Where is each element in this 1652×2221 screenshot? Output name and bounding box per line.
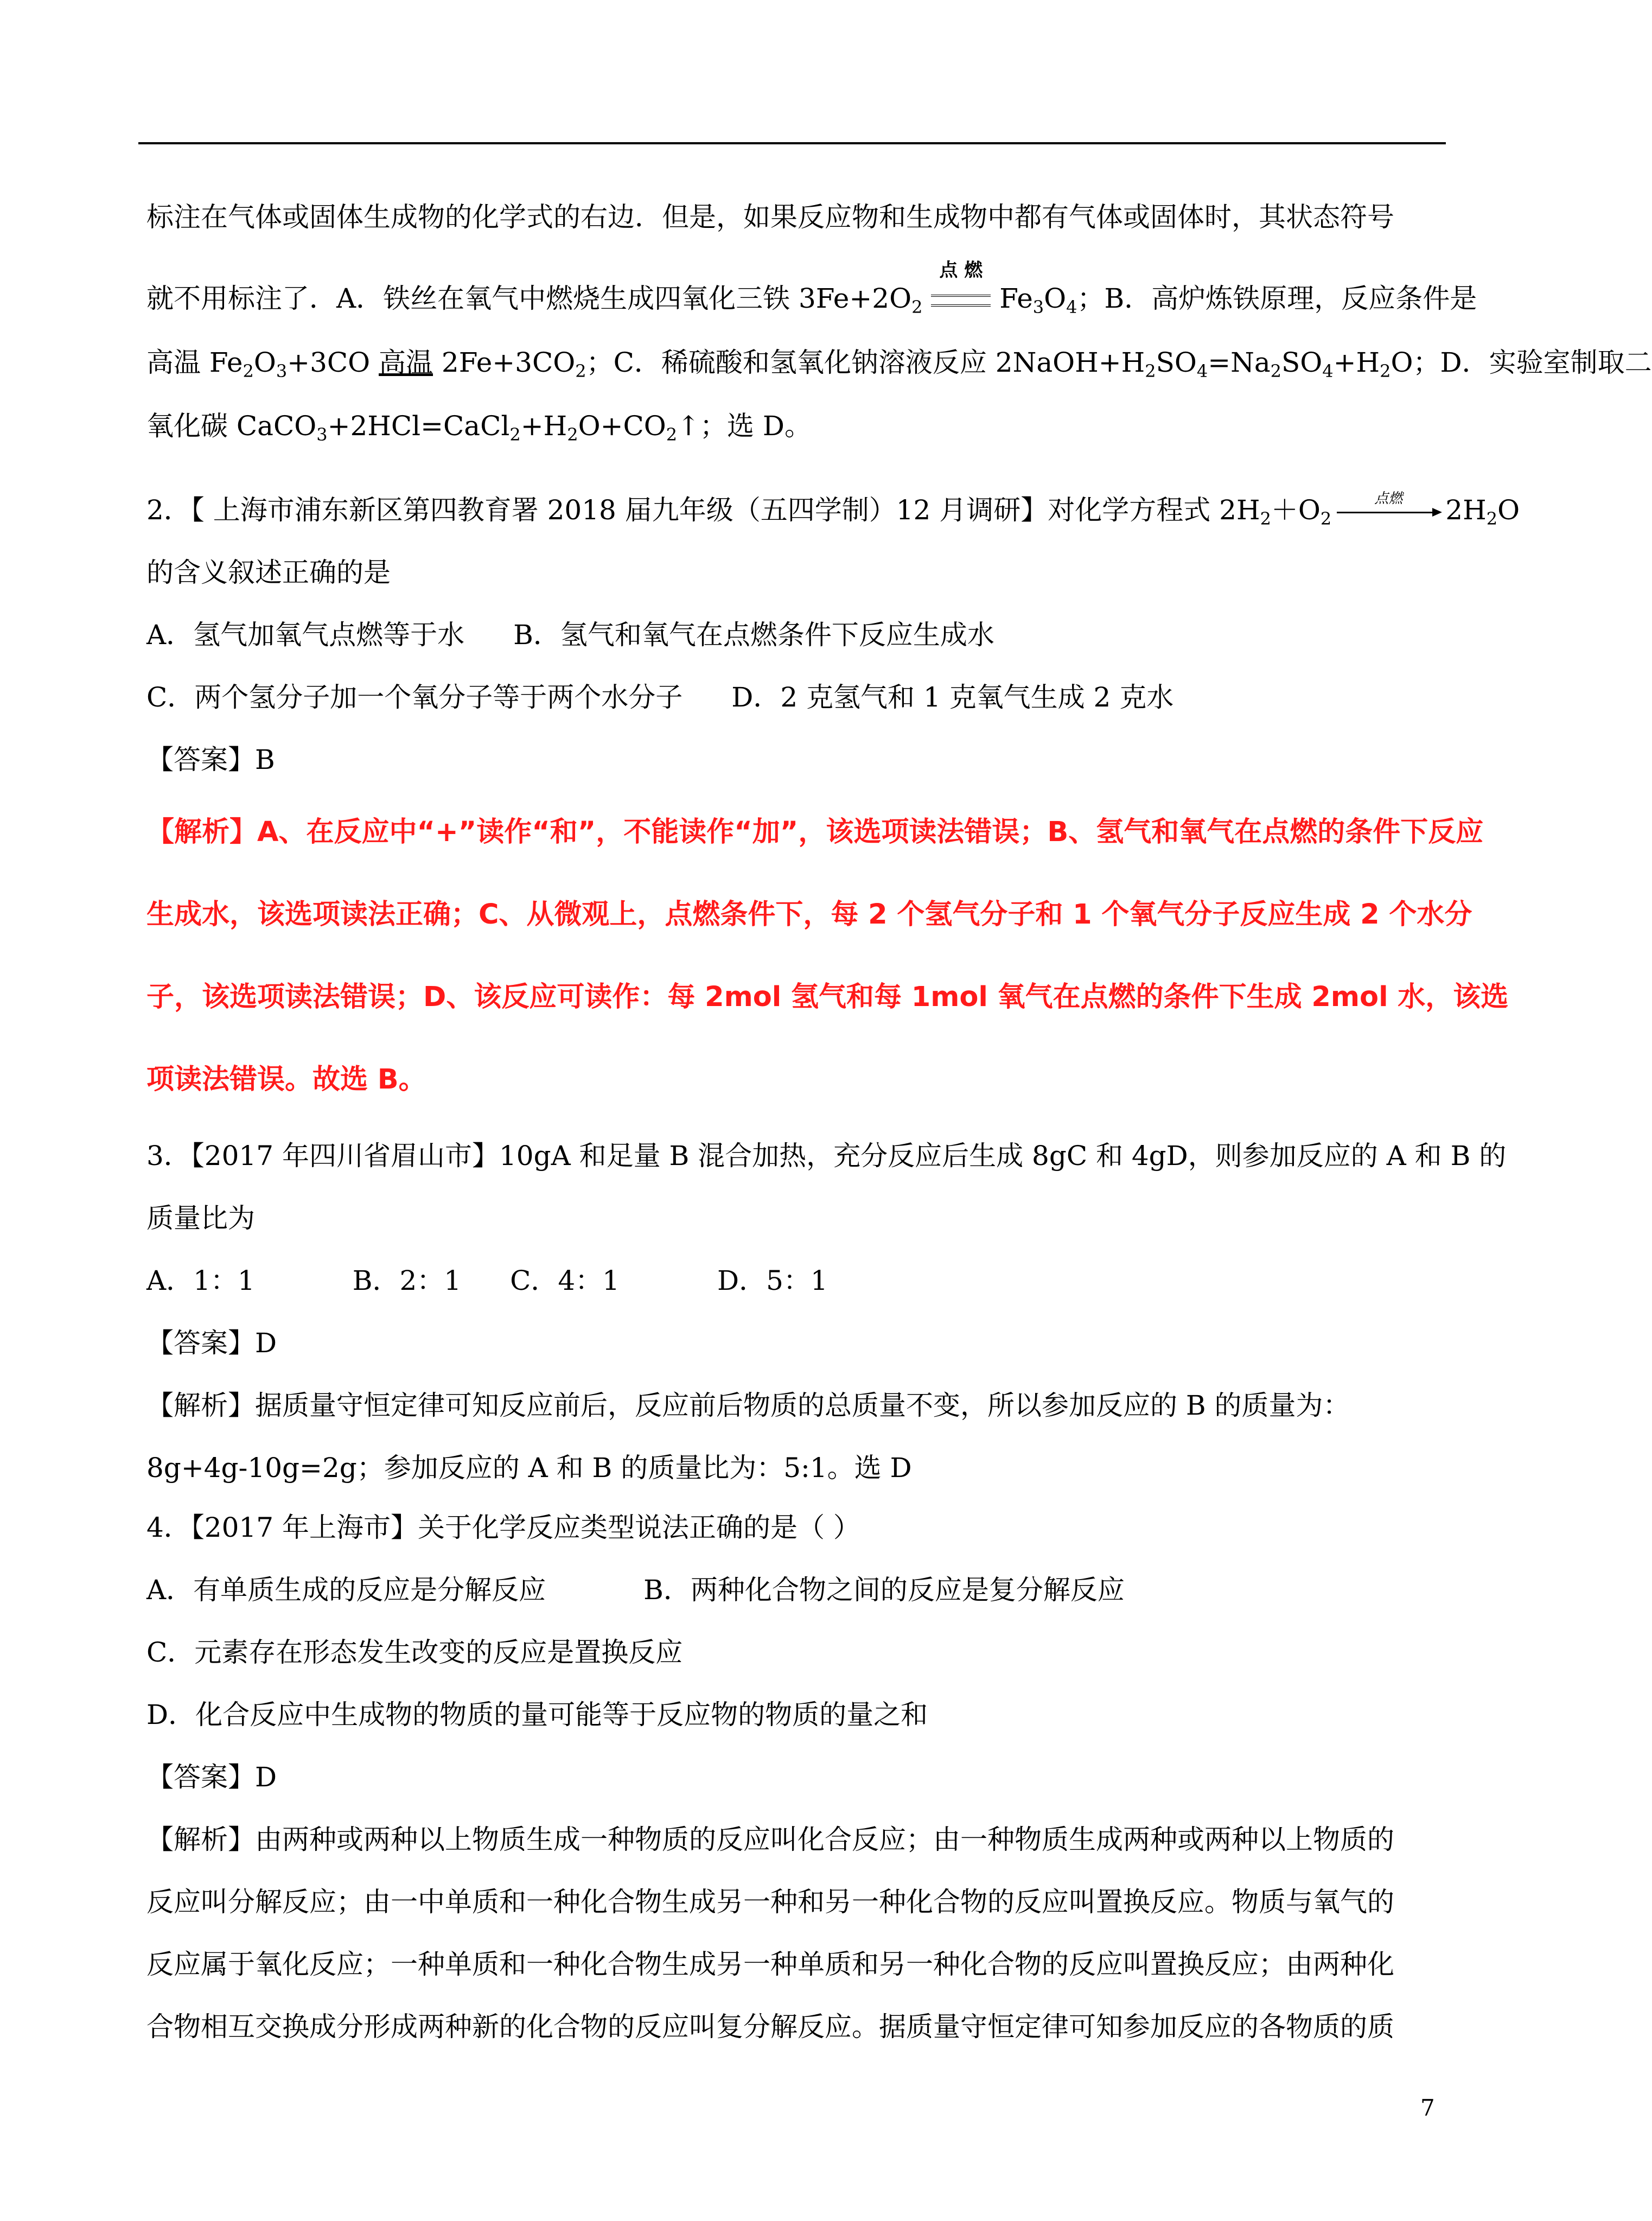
answer-line xyxy=(146,1761,1449,1793)
text: +H xyxy=(1333,347,1380,378)
text: 【解析】据质量守恒定律可知反应前后，反应前后物质的总质量不变，所以参加反应的 B 的质量为： xyxy=(146,1390,1350,1421)
header-rule xyxy=(138,142,1446,144)
subscript: 2 xyxy=(243,361,254,381)
text: Fe xyxy=(999,283,1033,314)
text: 项读法错误。故选 B。 xyxy=(146,1064,426,1096)
text: 标注在气体或固体生成物的化学式的右边．但是，如果反应物和生成物中都有气体或固体时，其状态符号 xyxy=(146,201,1394,233)
subscript: 3 xyxy=(1032,297,1044,317)
text-line xyxy=(146,203,1449,231)
options-line xyxy=(146,684,1449,711)
subscript: 2 xyxy=(567,424,578,445)
text: O+CO xyxy=(578,410,666,442)
text: +H xyxy=(520,410,567,442)
text: 2H xyxy=(1445,494,1487,526)
subscript: 3 xyxy=(316,424,328,445)
options-line xyxy=(146,1574,1449,1606)
text: SO xyxy=(1281,347,1323,378)
subscript: 2 xyxy=(1270,361,1282,381)
option-a: A．有单质生成的反应是分解反应 xyxy=(146,1574,546,1606)
subscript: 4 xyxy=(1196,361,1208,381)
text: 生成水，该选项读法正确；C、从微观上，点燃条件下，每 2 个氢气分子和 1 个氧气分子反应生成 2 个水分 xyxy=(146,899,1472,931)
options-line xyxy=(146,1267,1449,1294)
explanation-line xyxy=(146,1951,1449,1978)
text: 反应叫分解反应；由一中单质和一种化合物生成另一种和另一种化合物的反应叫置换反应。物质与氧气的 xyxy=(146,1886,1394,1918)
text: 4．【2017 年上海市】关于化学反应类型说法正确的是（ ） xyxy=(146,1512,860,1543)
text: 3．【2017 年四川省眉山市】10gA 和足量 B 混合加热，充分反应后生成 8gC 和 4gD，则参加反应的 A 和 B 的 xyxy=(146,1140,1507,1172)
text: 合物相互交换成分形成两种新的化合物的反应叫复分解反应。据质量守恒定律可知参加反应的各物质的质 xyxy=(146,2011,1394,2042)
explanation-line xyxy=(146,1886,1449,1918)
options-line xyxy=(146,619,1449,651)
text: 2．【 上海市浦东新区第四教育署 2018 届九年级（五四学制）12 月调研】对化学方程式 2H xyxy=(146,494,1260,526)
explanation-line xyxy=(146,899,1472,931)
option-b: B．两种化合物之间的反应是复分解反应 xyxy=(643,1574,1125,1606)
subscript: 4 xyxy=(1066,297,1077,317)
text: 2Fe+3CO xyxy=(433,347,576,378)
text: ；C．稀硫酸和氢氧化钠溶液反应 2NaOH+H xyxy=(586,347,1145,378)
explanation-line xyxy=(146,1392,1449,1419)
page-number: 7 xyxy=(1420,2095,1435,2121)
option-d: D．化合反应中生成物的物质的量可能等于反应物的物质的量之和 xyxy=(146,1699,928,1730)
text: ；B．高炉炼铁原理，反应条件是 xyxy=(1077,283,1477,314)
text: O xyxy=(1497,494,1520,526)
option-c: C．两个氢分子加一个氧分子等于两个水分子 xyxy=(146,682,683,713)
option-b: B．氢气和氧气在点燃条件下反应生成水 xyxy=(513,619,994,651)
reaction-arrow xyxy=(1337,490,1440,513)
text: O xyxy=(253,347,276,378)
text: +3CO xyxy=(287,347,379,378)
subscript: 2 xyxy=(1260,508,1271,529)
explanation-line xyxy=(146,1452,1449,1484)
option-d: D．2 克氢气和 1 克氧气生成 2 克水 xyxy=(731,682,1174,713)
text: O；D．实验室制取二 xyxy=(1391,347,1652,378)
subscript: 2 xyxy=(575,361,586,381)
text: ＋O xyxy=(1271,494,1321,526)
text: +2HCl=CaCl xyxy=(327,410,510,442)
reaction-condition xyxy=(931,259,991,312)
text: SO xyxy=(1156,347,1197,378)
text: 反应属于氧化反应；一种单质和一种化合物生成另一种单质和另一种化合物的反应叫置换反应；由两种化 xyxy=(146,1949,1394,1980)
subscript: 2 xyxy=(1380,361,1391,381)
equals-bar xyxy=(931,295,991,307)
option-c: C．元素存在形态发生改变的反应是置换反应 xyxy=(146,1637,683,1668)
text: 8g+4g-10g=2g；参加反应的 A 和 B 的质量比为：5:1。选 D xyxy=(146,1452,912,1484)
text: 的含义叙述正确的是 xyxy=(146,557,391,588)
text: ↑；选 D。 xyxy=(677,410,812,442)
text-line xyxy=(146,1202,1449,1234)
answer: 【答案】D xyxy=(146,1761,277,1793)
explanation-line xyxy=(146,2013,1449,2040)
answer: 【答案】D xyxy=(146,1327,277,1359)
text: =Na xyxy=(1208,347,1271,378)
answer-line xyxy=(146,1329,1449,1357)
explanation-line xyxy=(146,1064,1449,1096)
options-line xyxy=(146,1639,1449,1666)
text: O xyxy=(1044,283,1067,314)
text: 【解析】A、在反应中“+”读作“和”，不能读作“加”，该选项读法错误；B、氢气和氧气在点燃的条件下反应 xyxy=(146,816,1484,848)
option-a: A．1：1 xyxy=(146,1265,255,1296)
subscript: 2 xyxy=(509,424,521,445)
option-a: A．氢气加氧气点燃等于水 xyxy=(146,619,465,651)
text: 质量比为 xyxy=(146,1202,255,1234)
text-line xyxy=(146,259,1477,317)
text-line xyxy=(146,559,1449,586)
explanation-line xyxy=(146,1826,1449,1853)
explanation-line xyxy=(146,981,1509,1013)
option-b: B．2：1 xyxy=(352,1265,462,1296)
subscript: 2 xyxy=(666,424,678,445)
question-3 xyxy=(146,1140,1507,1172)
question-2 xyxy=(146,490,1520,529)
answer: 【答案】B xyxy=(146,744,275,775)
text: 子，该选项读法错误；D、该反应可读作：每 2mol 氢气和每 1mol 氧气在点燃的条件下生成 2mol 水，该选 xyxy=(146,981,1509,1013)
subscript: 2 xyxy=(1320,508,1332,529)
explanation-line xyxy=(146,816,1484,848)
option-c: C．4：1 xyxy=(510,1265,620,1296)
subscript: 3 xyxy=(276,361,288,381)
condition-label: 点 燃 xyxy=(939,259,983,281)
question-4 xyxy=(146,1514,1449,1541)
reaction-condition: 高温 xyxy=(379,347,433,378)
answer-line xyxy=(146,746,1449,773)
condition-label: 点燃 xyxy=(1374,490,1403,507)
subscript: 2 xyxy=(911,297,923,317)
options-line xyxy=(146,1701,1449,1728)
text: 就不用标注了．A．铁丝在氧气中燃烧生成四氧化三铁 3Fe+2O xyxy=(146,283,912,314)
text: 氧化碳 CaCO xyxy=(146,410,317,442)
text-line xyxy=(146,347,1652,381)
option-d: D．5：1 xyxy=(717,1265,828,1296)
text: 高温 Fe xyxy=(146,347,243,378)
text: 【解析】由两种或两种以上物质生成一种物质的反应叫化合反应；由一种物质生成两种或两种以上物质的 xyxy=(146,1824,1394,1855)
subscript: 2 xyxy=(1145,361,1156,381)
text-line xyxy=(146,410,1449,445)
subscript: 2 xyxy=(1486,508,1498,529)
subscript: 4 xyxy=(1322,361,1334,381)
